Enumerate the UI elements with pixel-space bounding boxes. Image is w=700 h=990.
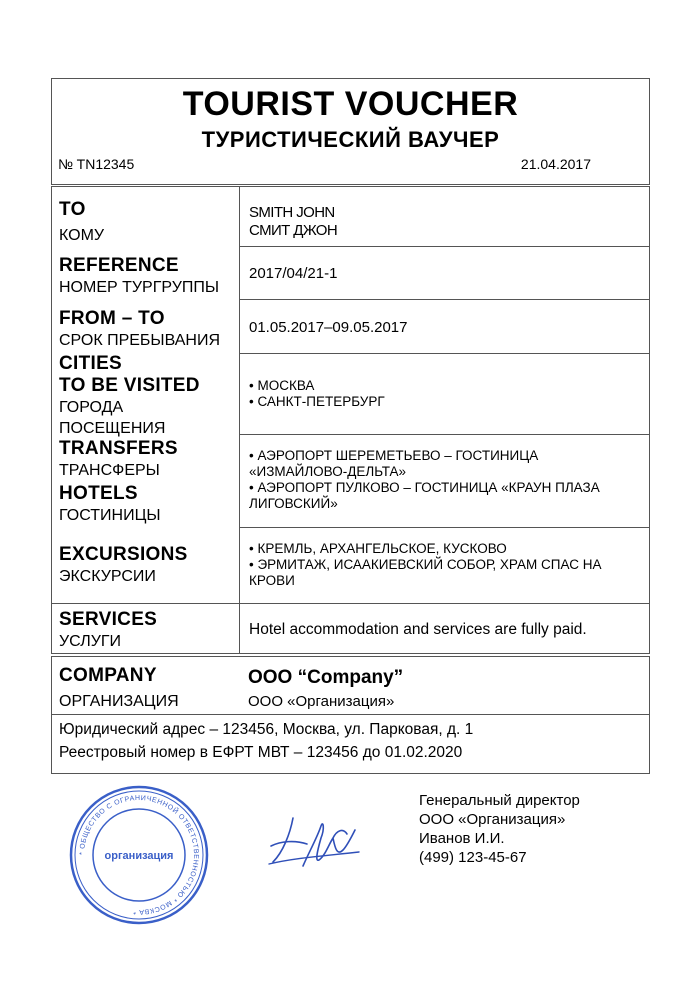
hotels-label-ru: ГОСТИНИЦЫ	[59, 507, 161, 524]
cities-label-ru-2: ПОСЕЩЕНИЯ	[59, 420, 166, 437]
excursions-label-ru: ЭКСКУРСИИ	[59, 568, 156, 585]
from-to-label	[59, 308, 220, 351]
to-value	[249, 204, 337, 240]
from-to-label-ru: СРОК ПРЕБЫВАНИЯ	[59, 332, 221, 349]
column-divider	[239, 604, 240, 654]
excursions-label	[59, 544, 188, 587]
list-item: • МОСКВА	[249, 378, 315, 393]
transfers-list	[249, 448, 600, 512]
services-label-en: SERVICES	[59, 609, 158, 630]
services-row	[51, 603, 650, 654]
list-item: • КРЕМЛЬ, АРХАНГЕЛЬСКОЕ, КУСКОВО	[249, 541, 507, 556]
to-value-en: SMITH JOHN	[249, 204, 335, 221]
list-item: • САНКТ-ПЕТЕРБУРГ	[249, 394, 385, 409]
to-label-en: TO	[59, 199, 86, 220]
title-ru: ТУРИСТИЧЕСКИЙ ВАУЧЕР	[201, 127, 500, 152]
list-item: • АЭРОПОРТ ШЕРЕМЕТЬЕВО – ГОСТИНИЦА	[249, 448, 539, 463]
row-divider	[239, 434, 649, 435]
stamp-center-text: организация	[104, 850, 174, 862]
cities-label	[59, 353, 200, 439]
cities-label-ru-1: ГОРОДА	[59, 399, 124, 416]
company-stamp	[68, 784, 210, 926]
list-item: • ЭРМИТАЖ, ИСААКИЕВСКИЙ СОБОР, ХРАМ СПАС НА	[249, 557, 602, 572]
reference-label-ru: НОМЕР ТУРГРУППЫ	[59, 279, 220, 296]
company-name-ru: ООО «Организация»	[248, 693, 395, 710]
row-divider	[239, 299, 649, 300]
transfers-label-en: TRANSFERS	[59, 438, 178, 459]
company-divider	[52, 714, 649, 715]
director-org: ООО «Организация»	[419, 811, 566, 828]
cities-label-en-1: CITIES	[59, 353, 123, 374]
voucher-details-table	[51, 186, 650, 604]
voucher-date: 21.04.2017	[520, 156, 591, 172]
stamp-ring-text: * ОБЩЕСТВО С ОГРАНИЧЕННОЙ ОТВЕТСТВЕННОСТЬЮ * МОСКВА *	[78, 794, 200, 916]
company-label-en: COMPANY	[59, 665, 157, 686]
from-to-label-en: FROM – TO	[59, 308, 165, 329]
services-label-ru: УСЛУГИ	[59, 633, 122, 650]
cities-list	[249, 378, 385, 410]
company-registry: Реестровый номер в ЕФРТ МВТ – 123456 до 01.02.2020	[59, 744, 463, 761]
row-divider	[239, 246, 649, 247]
company-name-en: ООО “Company”	[248, 667, 404, 688]
reference-label-en: REFERENCE	[59, 255, 179, 276]
list-item: ЛИГОВСКИЙ»	[249, 496, 338, 511]
cities-label-en-2: TO BE VISITED	[59, 375, 200, 396]
voucher-number: № TN12345	[58, 156, 135, 172]
director-signature	[263, 808, 363, 872]
list-item: «ИЗМАЙЛОВО-ДЕЛЬТА»	[249, 464, 407, 479]
to-label-ru: КОМУ	[59, 227, 105, 244]
services-label	[59, 609, 157, 652]
list-item: • АЭРОПОРТ ПУЛКОВО – ГОСТИНИЦА «КРАУН ПЛАЗА	[249, 480, 600, 495]
excursions-list	[249, 541, 601, 589]
director-title: Генеральный директор	[419, 792, 580, 809]
from-to-value: 01.05.2017–09.05.2017	[249, 319, 408, 336]
services-value: Hotel accommodation and services are fully paid.	[249, 621, 587, 638]
list-item: КРОВИ	[249, 573, 295, 588]
reference-value: 2017/04/21-1	[249, 265, 338, 282]
transfers-label-ru: ТРАНСФЕРЫ	[59, 462, 160, 479]
transfers-label	[59, 438, 178, 526]
to-value-ru: СМИТ ДЖОН	[249, 222, 338, 239]
voucher-header	[51, 78, 650, 185]
column-divider	[239, 187, 240, 604]
hotels-label-en: HOTELS	[59, 483, 138, 504]
company-address: Юридический адрес – 123456, Москва, ул. Парковая, д. 1	[59, 721, 474, 738]
company-label-ru: ОРГАНИЗАЦИЯ	[59, 693, 179, 710]
excursions-label-en: EXCURSIONS	[59, 544, 188, 565]
company-label	[59, 665, 179, 712]
company-block	[51, 656, 650, 774]
title-en: TOURIST VOUCHER	[182, 85, 519, 123]
row-divider	[239, 527, 649, 528]
director-phone: (499) 123-45-67	[419, 849, 527, 866]
to-label	[59, 199, 104, 246]
reference-label	[59, 255, 219, 298]
row-divider	[239, 353, 649, 354]
director-name: Иванов И.И.	[419, 830, 505, 847]
